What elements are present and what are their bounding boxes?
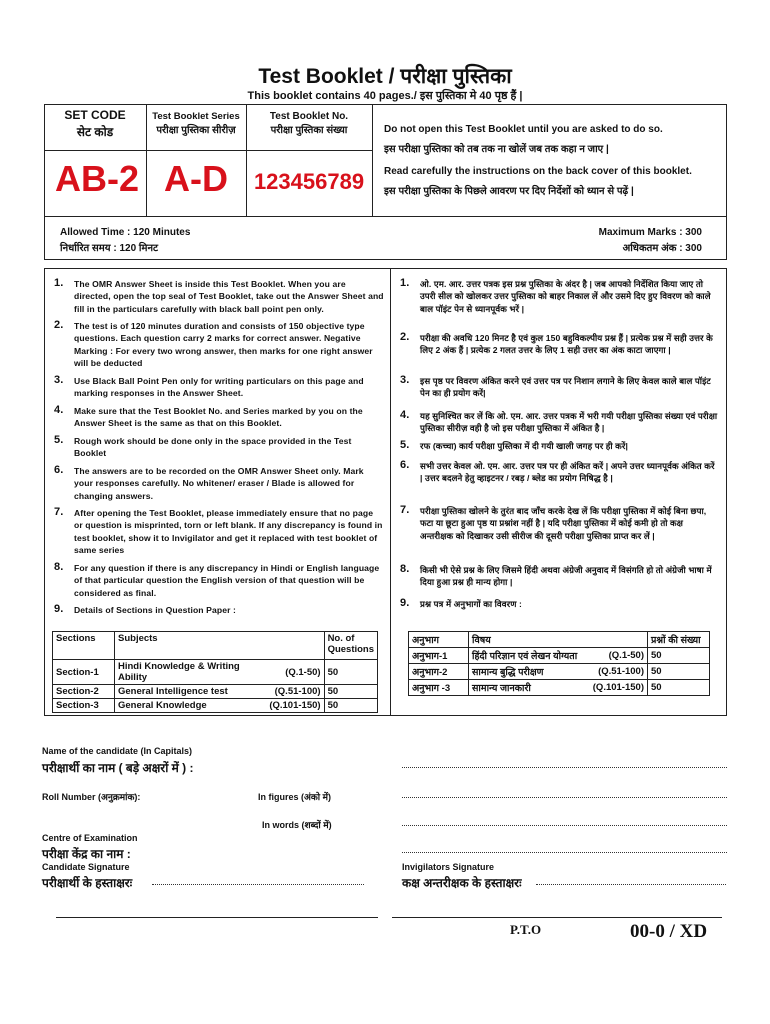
instruction-item-hindi: 1. ओ. एम. आर. उत्तर पत्रक इस प्रश्न पुस्तिका के अंदर है | जब आपको निर्देशित किया जाए तो उपरी सील को खोलकर उत्तर पुस्तिका को बाहर निकाल लें और उसमे दिए हुए विवरण को काले बाल पॉइंट पेन से ध्यानपूर्वक भरें | [400, 277, 711, 314]
in-figures-label: In figures (अंको में) [258, 792, 332, 802]
do-not-open-note-hindi: इस परीक्षा पुस्तिका को तब तक ना खोलें जब तक कहा न जाए | [384, 144, 609, 155]
instruction-item: 7. After opening the Test Booklet, please immediately ensure that no page or question is misprinted, torn or left blank. If any discrepancy is found in test booklet, show it to Invigilator and get it replaced with test booklet of same series [54, 506, 383, 556]
series-value: A-D [164, 158, 228, 199]
table-row [409, 680, 710, 696]
exam-centre-label: Centre of Examination [42, 833, 138, 843]
table-cell: सामान्य बुद्धि परीक्षण [469, 664, 590, 680]
instruction-item: 1. The OMR Answer Sheet is inside this Test Booklet. When you are directed, open the top seal of Test Booklet, take out the Answer Sheet and fill in the particulars carefully with black ball point pen only. [54, 277, 384, 314]
table-cell: सामान्य जानकारी [469, 680, 590, 696]
instruction-item: 3. Use Black Ball Point Pen only for writing particulars on this page and marking responses in the Answer Sheet. [54, 374, 364, 399]
table-cell: Hindi Knowledge & Writing Ability [115, 660, 267, 685]
footer-rule-left [56, 917, 378, 918]
table-cell: अनुभाग-2 [409, 664, 469, 680]
table-header-row [409, 632, 710, 648]
maximum-marks: Maximum Marks : 300 [598, 227, 702, 238]
table-cell: (Q.51-100) [590, 664, 648, 680]
instruction-item-hindi: 2. परीक्षा की अवधि 120 मिनट है एवं कुल 150 बहुविकल्पीय प्रश्न हैं | प्रत्येक प्रश्न में सही उत्तर के लिए 2 अंक हैं | प्रत्येक 2 गलत उत्तर के लिए 1 सही उत्तर का अंक काटा जाएगा | [400, 331, 713, 356]
column-header: Subjects [115, 632, 325, 660]
candidate-name-label: Name of the candidate (In Capitals) [42, 746, 193, 756]
candidate-name-label-hindi: परीक्षार्थी का नाम ( बड़े अक्षरों में ) : [42, 761, 194, 775]
table-row [53, 699, 378, 713]
booklet-no-label-hindi: परीक्षा पुस्तिका संख्या [270, 125, 348, 136]
instruction-item-hindi: 3. इस पृष्ठ पर विवरण अंकित करने एवं उत्तर पत्र पर निशान लगाने के लिए केवल काले बाल पॉइंट पेन का ही प्रयोग करें| [400, 374, 711, 399]
table-row [409, 664, 710, 680]
table-cell: (Q.1-50) [266, 660, 324, 685]
invigilator-signature-label: Invigilators Signature [402, 862, 495, 872]
instruction-item: 6. The answers are to be recorded on the OMR Answer Sheet only. Mark your responses carefully. No whitener/ eraser / Blade is allowed for changing answers. [54, 464, 364, 501]
table-header-row [53, 632, 378, 660]
table-cell: (Q.1-50) [590, 648, 648, 664]
series-label-hindi: परीक्षा पुस्तिका सीरीज़ [156, 125, 236, 136]
table-cell: Section-1 [53, 660, 115, 685]
table-row [53, 685, 378, 699]
allowed-time: Allowed Time : 120 Minutes [60, 227, 191, 238]
set-code-label-hindi: सेट कोड [76, 125, 114, 139]
column-header: विषय [469, 632, 648, 648]
table-cell: (Q.51-100) [266, 685, 324, 699]
pto-label: P.T.O [510, 922, 542, 937]
do-not-open-note: Do not open this Test Booklet until you are asked to do so. [384, 124, 663, 135]
column-header: Sections [53, 632, 115, 660]
table-cell: (Q.101-150) [266, 699, 324, 713]
table-cell: 50 [324, 699, 377, 713]
in-words-label: In words (शब्दों में) [262, 820, 332, 830]
instruction-item-hindi: 6. सभी उत्तर केवल ओ. एम. आर. उत्तर पत्र पर ही अंकित करें | अपने उत्तर ध्यानपूर्वक अंकित करें | उत्तर बदलने हेतु व्हाइटनर / रबड़ / ब्लेड का प्रयोग निषिद्ध है | [400, 459, 715, 484]
table-cell: 50 [324, 660, 377, 685]
table-cell: General Intelligence test [115, 685, 267, 699]
maximum-marks-hindi: अधिकतम अंक : 300 [622, 243, 702, 254]
booklet-code: 00-0 / XD [630, 921, 708, 942]
roll-number-figures-field[interactable] [402, 797, 727, 798]
table-cell: 50 [648, 648, 710, 664]
sections-table-english [52, 631, 378, 713]
roll-number-words-field[interactable] [402, 825, 727, 826]
table-cell: General Knowledge [115, 699, 267, 713]
instruction-item-hindi: 7. परीक्षा पुस्तिका खोलने के तुरंत बाद जाँच करके देख लें कि परीक्षा पुस्तिका में कोई बिना छपा, फटा या छूटा हुआ पृष्ठ या प्रश्नांश नहीं है | यदि परीक्षा पुस्तिका में कोई कमी हो तो कक्ष अन्तरीक्षक को दिखाकर उसी सीरीज की दूसरी परीक्षा पुस्तिका प्राप्त कर लें | [400, 504, 707, 541]
instruction-item-hindi: 9. प्रश्न पत्र में अनुभागों का विवरण : [400, 597, 523, 609]
table-cell: हिंदी परिज्ञान एवं लेखन योग्यता [469, 648, 590, 664]
instruction-item: 4. Make sure that the Test Booklet No. and Series marked by you on the Answer Sheet is the same as that on this Booklet. [54, 404, 363, 429]
instruction-item: 9. Details of Sections in Question Paper : [54, 603, 236, 615]
candidate-signature-label: Candidate Signature [42, 862, 130, 872]
instruction-item: 2. The test is of 120 minutes duration and consists of 150 objective type questions. Each question carry 2 marks for correct answer. Negative Marking : For every two wrong answer, then marks for one right answer will be deducted [54, 319, 373, 369]
series-label: Test Booklet Series [152, 111, 240, 122]
table-row [53, 660, 378, 685]
table-cell: (Q.101-150) [590, 680, 648, 696]
candidate-signature-field[interactable] [152, 884, 364, 885]
candidate-signature-label-hindi: परीक्षार्थी के हस्ताक्षरः [42, 876, 133, 890]
booklet-number-value: 123456789 [253, 169, 365, 194]
booklet-subtitle: This booklet contains 40 pages./ इस पुस्तिका मे 40 पृष्ठ हैं | [247, 90, 523, 102]
exam-centre-field[interactable] [402, 852, 727, 853]
table-cell: अनुभाग -3 [409, 680, 469, 696]
exam-centre-label-hindi: परीक्षा केंद्र का नाम : [42, 847, 131, 861]
set-code-label: SET CODE [64, 108, 126, 122]
booklet-no-label: Test Booklet No. [269, 111, 349, 122]
instruction-item-hindi: 8. किसी भी ऐसे प्रश्न के लिए जिसमे हिंदी अथवा अंग्रेजी अनुवाद में विसंगति हो तो अंग्रेजी भाषा में दिया हुआ प्रश्न ही मान्य होगा | [400, 563, 712, 588]
table-cell: 50 [648, 664, 710, 680]
instruction-item-hindi: 4. यह सुनिश्चित कर लें कि ओ. एम. आर. उत्तर पत्रक में भरी गयी परीक्षा पुस्तिका संख्या एवं परीक्षा पुस्तिका सीरीज़ वही है जो इस परीक्षा पुस्तिका में अंकित है | [400, 409, 718, 434]
sections-table-hindi [408, 631, 710, 696]
invigilator-signature-label-hindi: कक्ष अन्तरीक्षक के हस्ताक्षरः [402, 876, 522, 890]
roll-number-label: Roll Number (अनुक्रमांक): [42, 792, 141, 802]
candidate-name-field[interactable] [402, 767, 727, 768]
instruction-item-hindi: 5. रफ (कच्चा) कार्य परीक्षा पुस्तिका में दी गयी खाली जगह पर ही करें| [400, 439, 628, 451]
table-cell: Section-2 [53, 685, 115, 699]
instruction-item: 5. Rough work should be done only in the space provided in the Test Booklet [54, 434, 352, 459]
column-header: No. of Questions [324, 632, 377, 660]
column-header: प्रश्नों की संख्या [648, 632, 710, 648]
table-cell: 50 [324, 685, 377, 699]
set-code-value: AB-2 [54, 158, 139, 199]
column-header: अनुभाग [409, 632, 469, 648]
table-cell: अनुभाग-1 [409, 648, 469, 664]
booklet-title: Test Booklet / परीक्षा पुस्तिका [258, 65, 512, 88]
table-cell: Section-3 [53, 699, 115, 713]
instruction-item: 8. For any question if there is any discrepancy in Hindi or English language of that particular question the English version of that question will be considered as final. [54, 561, 380, 598]
allowed-time-hindi: निर्धारित समय : 120 मिनट [60, 243, 159, 254]
invigilator-signature-field[interactable] [536, 884, 726, 885]
footer-rule-right [392, 917, 722, 918]
table-cell: 50 [648, 680, 710, 696]
read-carefully-note: Read carefully the instructions on the back cover of this booklet. [384, 166, 692, 177]
read-carefully-note-hindi: इस परीक्षा पुस्तिका के पिछले आवरण पर दिए निर्देशों को ध्यान से पढ़ें | [384, 186, 634, 197]
table-row [409, 648, 710, 664]
